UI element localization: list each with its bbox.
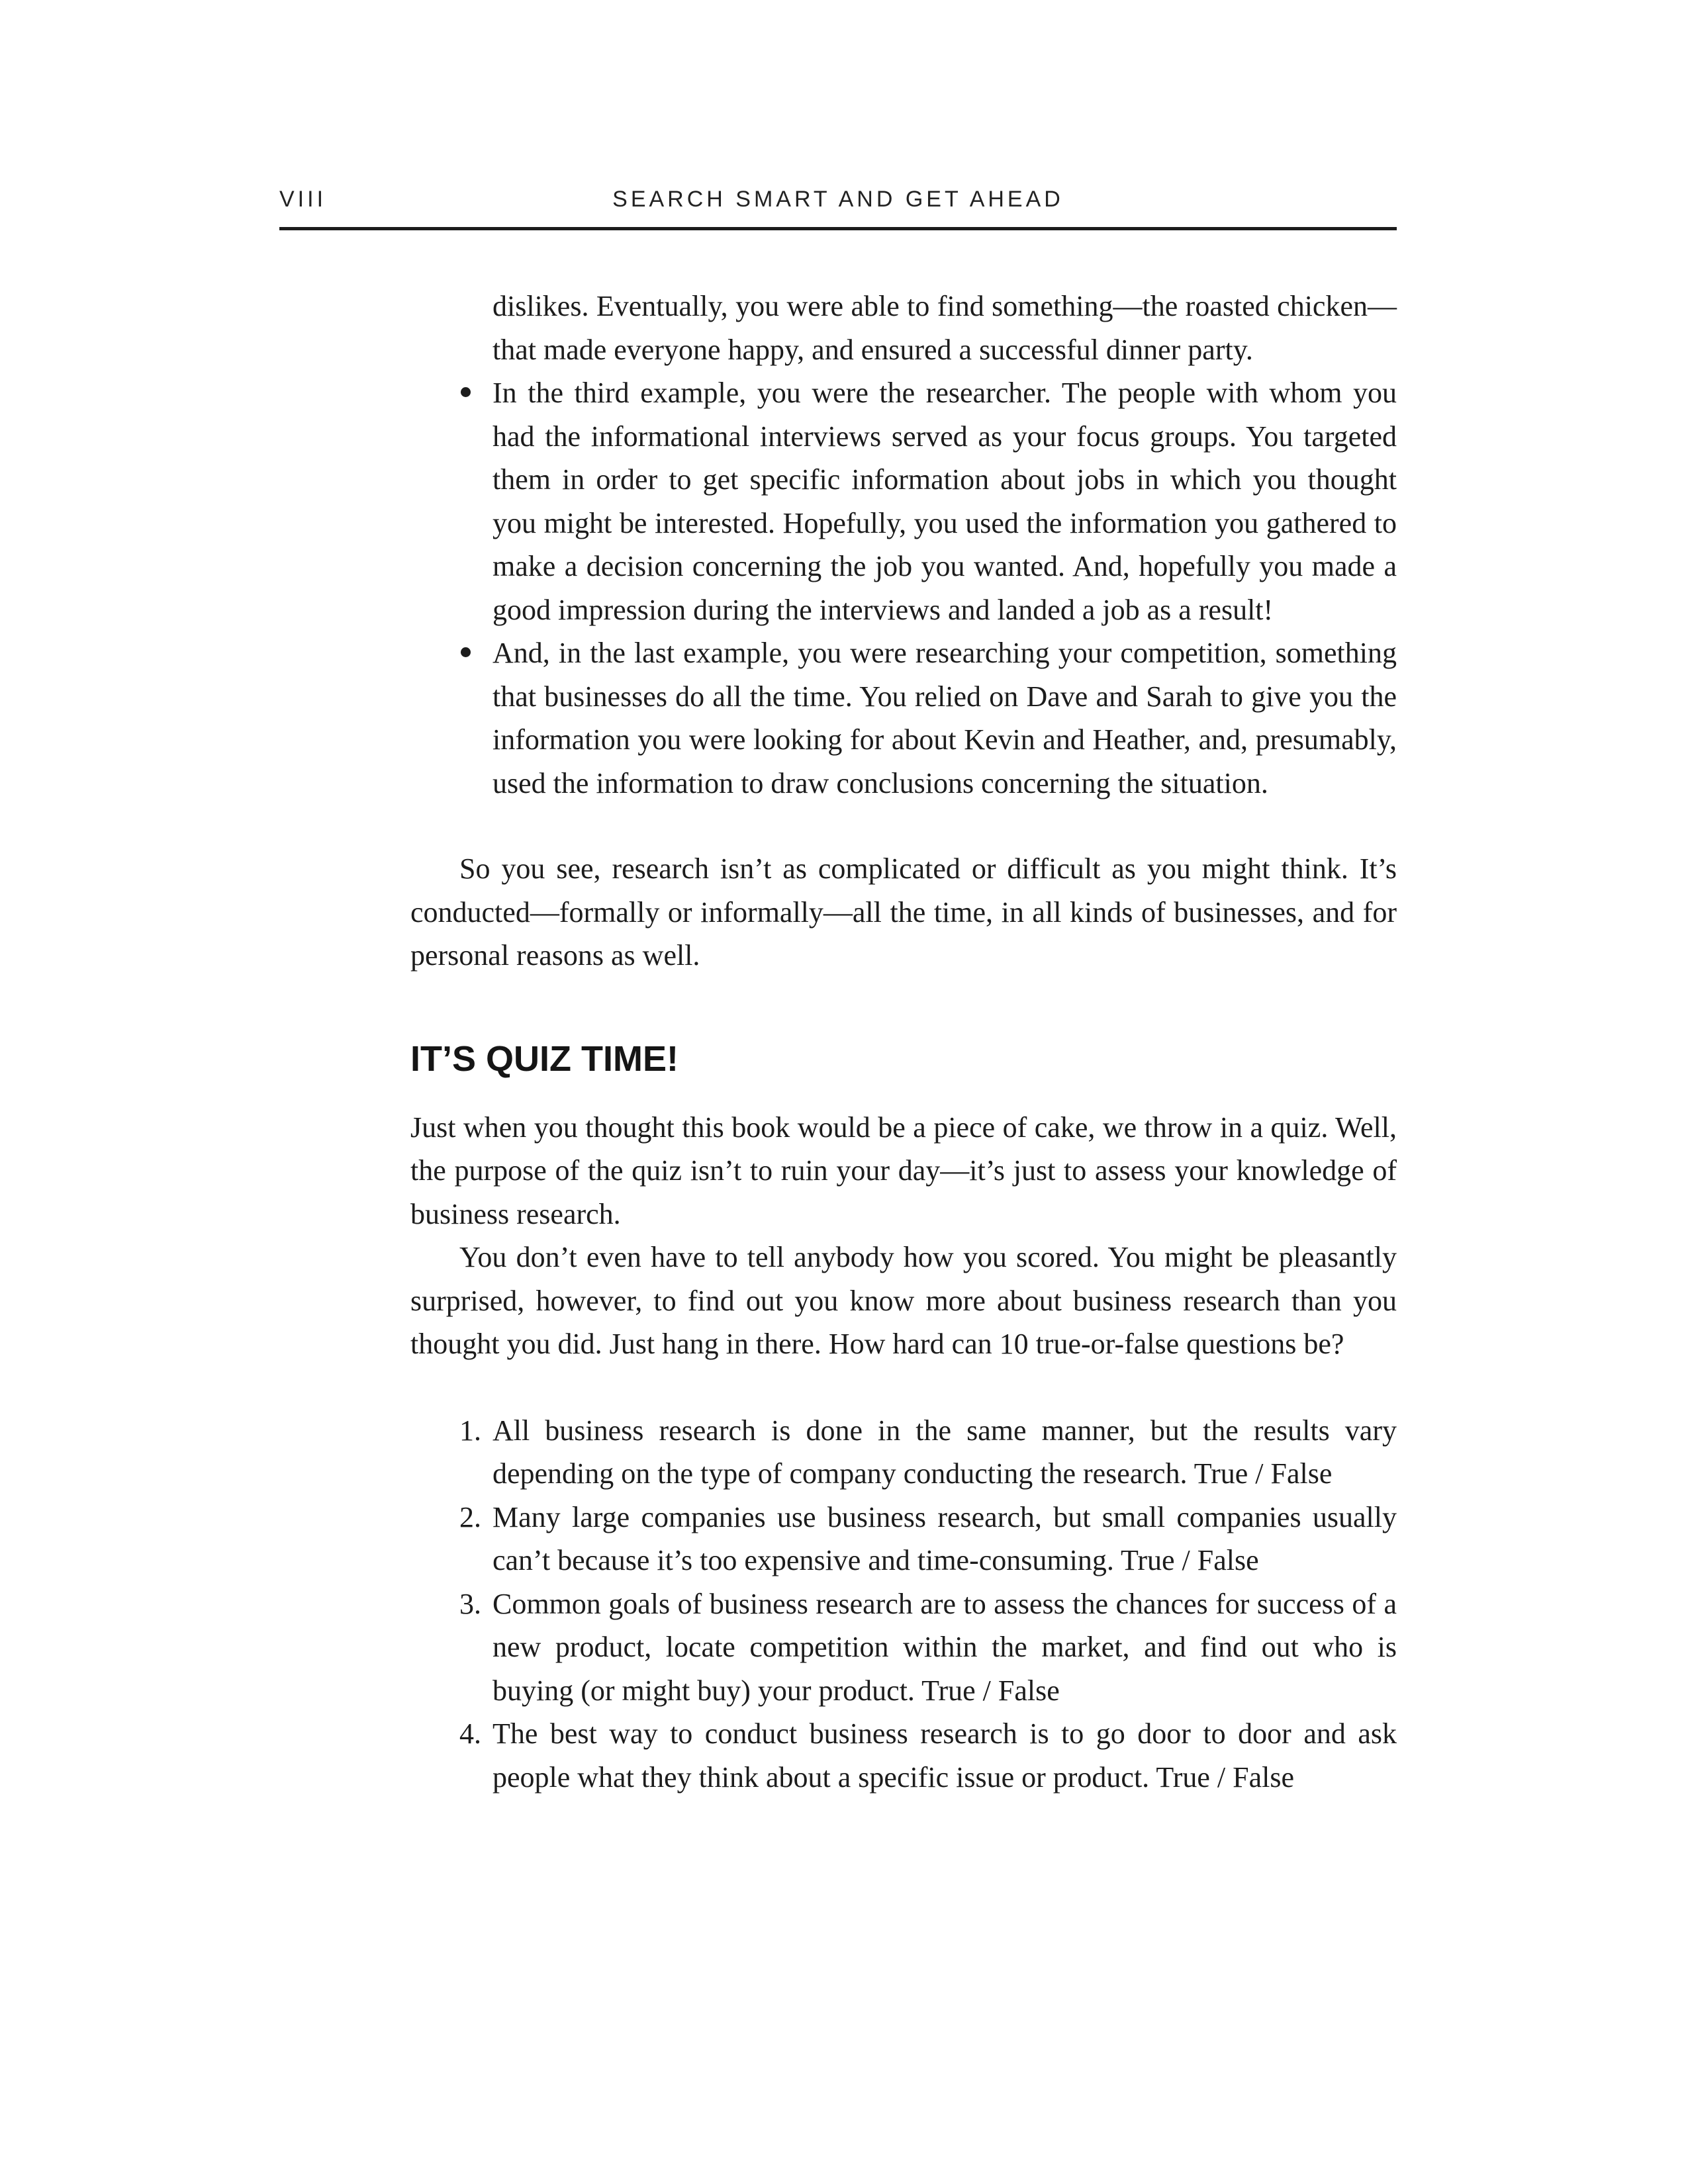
intro-paragraph: Just when you thought this book would be a piece of cake, we throw in a quiz. Well, the purpose of the quiz isn’t to ruin your day—it’s just to assess your knowledge of business research. <box>410 1111 1397 1230</box>
quiz-question <box>459 1496 1397 1582</box>
quiz-question-text: Common goals of business research are to assess the chances for success of a new product, locate competition within the market, and find out who is buying (or might buy) your product. True / False <box>492 1587 1397 1707</box>
bullet-dot-icon <box>461 387 471 397</box>
book-title: SEARCH SMART AND GET AHEAD <box>612 187 1064 212</box>
running-head <box>279 187 1397 220</box>
quiz-question <box>459 1409 1397 1496</box>
intro-paragraph: You don’t even have to tell anybody how you scored. You might be pleasantly surprised, however, to find out you know more about business research than you thought you did. Just hang in there. How hard can 10 true-or-false questions be? <box>410 1241 1397 1360</box>
bullet-item <box>492 631 1397 805</box>
bullet-text: In the third example, you were the researcher. The people with whom you had the informational interviews served as your focus groups. You targeted them in order to get specific information about jobs in which you thought you might be interested. Hopefully, you used the information you gathered to make a decision concerning the job you wanted. And, hopefully you made a good impression during the interviews and landed a job as a result! <box>492 377 1397 626</box>
quiz-question-text: The best way to conduct business research is to go door to door and ask people what they think about a specific issue or product. True / False <box>492 1717 1397 1794</box>
quiz-question-number: 1. <box>459 1414 481 1447</box>
quiz-question <box>459 1582 1397 1713</box>
bullet-continuation: dislikes. Eventually, you were able to find something—the roasted chicken—that made everyone happy, and ensured a successful dinner party. <box>492 290 1397 366</box>
quiz-list <box>410 1409 1397 1799</box>
bullet-list <box>410 371 1397 805</box>
quiz-question-text: Many large companies use business research, but small companies usually can’t because it’s too expensive and time-consuming. True / False <box>492 1500 1397 1576</box>
header-rule <box>279 227 1397 230</box>
quiz-question-number: 4. <box>459 1717 481 1750</box>
bullet-dot-icon <box>461 647 471 657</box>
quiz-question-number: 2. <box>459 1500 481 1533</box>
page-number: VIII <box>279 187 327 212</box>
summary-paragraph: So you see, research isn’t as complicated or difficult as you might think. It’s conducted—formally or informally—all the time, in all kinds of businesses, and for personal reasons as well. <box>410 852 1397 972</box>
quiz-question <box>459 1712 1397 1799</box>
bullet-item <box>492 371 1397 631</box>
section-heading: IT’S QUIZ TIME! <box>410 1038 679 1079</box>
bullet-text: And, in the last example, you were researching your competition, something that businesses do all the time. You relied on Dave and Sarah to give you the information you were looking for about Kevin and Heather, and, presumably, used the information to draw conclusions concerning the situation. <box>492 637 1397 799</box>
quiz-question-text: All business research is done in the same manner, but the results vary depending on the type of company conducting the research. True / False <box>492 1414 1397 1490</box>
quiz-question-number: 3. <box>459 1587 481 1620</box>
body-text <box>410 285 1397 1799</box>
